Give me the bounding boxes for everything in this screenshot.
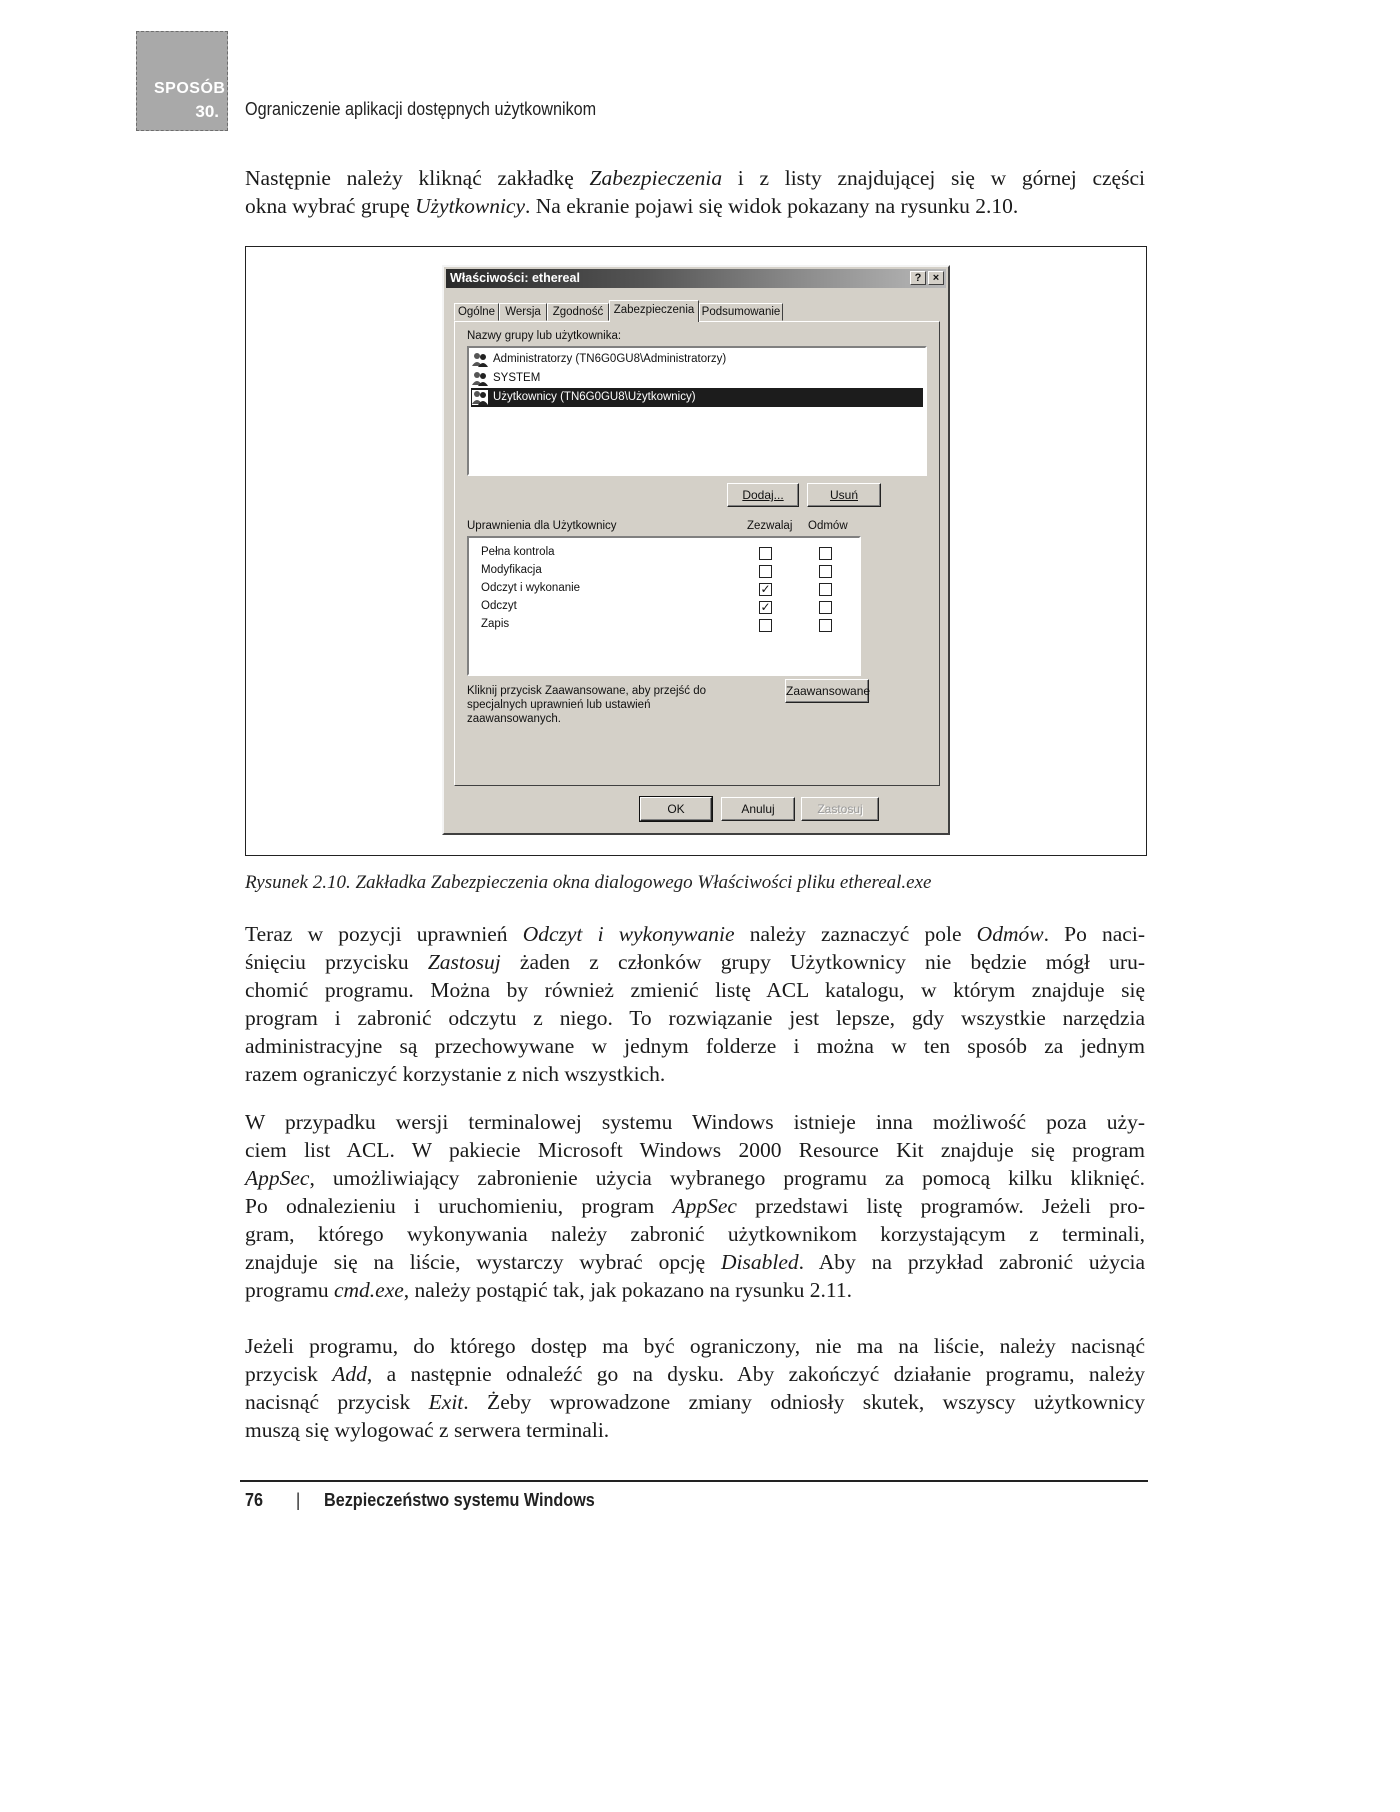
advanced-button-label: Zaawansowane <box>786 684 871 698</box>
group-item[interactable] <box>471 369 923 388</box>
text-line: muszą się wylogować z serwera terminali. <box>245 1418 610 1442</box>
advanced-button[interactable] <box>785 679 869 703</box>
permissions-label: Uprawnienia dla Użytkownicy <box>467 520 617 532</box>
dialog-titlebar[interactable] <box>446 269 946 288</box>
help-button[interactable]: ? <box>910 271 926 285</box>
text-line: śnięciu przycisku Zastosuj żaden z członków grupy Użytkownicy nie będzie mógł uru- <box>245 950 1145 974</box>
deny-checkbox[interactable] <box>819 547 832 560</box>
permission-name: Modyfikacja <box>481 564 542 576</box>
advanced-hint-line: specjalnych uprawnień lub ustawień <box>467 699 651 711</box>
add-button[interactable] <box>727 483 799 507</box>
text-line: W przypadku wersji terminalowej systemu Windows istnieje inna możliwość poza uży- <box>245 1110 1145 1134</box>
page-number: 76 <box>245 1490 264 1510</box>
tab-security[interactable]: Zabezpieczenia <box>609 300 699 322</box>
permission-name: Odczyt i wykonanie <box>481 582 581 594</box>
remove-button-label: Usuń <box>829 488 858 502</box>
text-line: chomić programu. Można by również zmienić listę ACL katalogu, w którym znajduje się <box>245 978 1145 1002</box>
close-button[interactable]: × <box>928 271 944 285</box>
ok-button[interactable]: OK <box>640 797 712 821</box>
groups-listbox[interactable] <box>467 346 927 476</box>
allow-checkbox[interactable] <box>759 565 772 578</box>
text-line: razem ograniczyć korzystanie z nich wszystkich. <box>245 1062 666 1086</box>
advanced-hint <box>467 684 706 726</box>
paragraph-intro <box>245 164 1145 220</box>
users-group-icon <box>472 371 488 386</box>
text-line: znajduje się na liście, wystarczy wybrać opcję Disabled. Aby na przykład zabronić użycia <box>245 1250 1146 1274</box>
allow-checkbox[interactable] <box>759 619 772 632</box>
text-line: administracyjne są przechowywane w jednym folderze i można w ten sposób za jednym <box>245 1034 1145 1058</box>
footer-rule <box>240 1480 1148 1482</box>
permissions-list <box>467 536 861 676</box>
deny-checkbox[interactable] <box>819 619 832 632</box>
text-line: Teraz w pozycji uprawnień Odczyt i wykonywanie należy zaznaczyć pole Odmów. Po naci- <box>245 922 1145 946</box>
text-line: przycisk Add, a następnie odnaleźć go na dysku. Aby zakończyć działanie programu, należy <box>245 1362 1145 1386</box>
tab-version[interactable]: Wersja <box>499 303 547 321</box>
text-line: Następnie należy kliknąć zakładkę Zabezpieczenia i z listy znajdującej się w górnej części <box>245 166 1145 190</box>
text-line: gram, którego wykonywania należy zabronić użytkownikom korzystającym z terminali, <box>245 1222 1145 1246</box>
deny-checkbox[interactable] <box>819 601 832 614</box>
allow-checkbox[interactable]: ✓ <box>760 582 771 596</box>
deny-checkbox[interactable] <box>819 565 832 578</box>
advanced-hint-line: zaawansowanych. <box>467 713 561 725</box>
text-line: programu cmd.exe, należy postąpić tak, jak pokazano na rysunku 2.11. <box>245 1278 852 1302</box>
footer-separator: | <box>296 1490 301 1510</box>
group-name: SYSTEM <box>493 372 541 384</box>
text-line: program i zabronić odczytu z niego. To rozwiązanie jest lepsze, gdy wszystkie narzędzia <box>245 1006 1145 1030</box>
paragraph-deny-permission <box>245 920 1145 1088</box>
cancel-button[interactable]: Anuluj <box>721 797 795 821</box>
chapter-tag-label: SPOSÓB <box>154 80 226 97</box>
add-button-label: Dodaj... <box>742 488 784 502</box>
text-line: ciem list ACL. W pakiecie Microsoft Windows 2000 Resource Kit znajduje się program <box>245 1138 1145 1162</box>
properties-dialog <box>442 265 950 835</box>
text-line: Jeżeli programu, do którego dostęp ma być ograniczony, nie ma na liście, należy nacisnąć <box>245 1334 1145 1358</box>
chapter-tag <box>136 31 228 131</box>
allow-column-header: Zezwalaj <box>747 520 793 532</box>
figure-2-10 <box>245 246 1147 856</box>
figure-caption: Rysunek 2.10. Zakładka Zabezpieczenia okna dialogowego Właściwości pliku ethereal.exe <box>245 872 932 893</box>
deny-checkbox[interactable] <box>819 583 832 596</box>
group-item-selected[interactable] <box>471 388 923 407</box>
tab-compatibility[interactable]: Zgodność <box>547 303 609 321</box>
paragraph-add-exit <box>245 1332 1145 1444</box>
apply-button[interactable]: Zastosuj <box>801 797 879 821</box>
group-item[interactable] <box>471 350 923 369</box>
group-name: Administratorzy (TN6G0GU8\Administratorzy) <box>493 353 727 365</box>
remove-button[interactable] <box>807 483 881 507</box>
deny-column-header: Odmów <box>808 520 848 532</box>
text-line: nacisnąć przycisk Exit. Żeby wprowadzone zmiany odniosły skutek, wszyscy użytkownicy <box>245 1390 1145 1414</box>
dialog-title: Właściwości: ethereal <box>450 271 580 285</box>
text-line: okna wybrać grupę Użytkownicy. Na ekranie pojawi się widok pokazany na rysunku 2.10. <box>245 194 1019 218</box>
allow-checkbox[interactable]: ✓ <box>760 600 771 614</box>
chapter-tag-number: 30. <box>195 102 219 121</box>
advanced-hint-line: Kliknij przycisk Zaawansowane, aby przejść do <box>467 685 707 697</box>
book-title: Bezpieczeństwo systemu Windows <box>324 1490 595 1510</box>
text-line: Po odnalezieniu i uruchomieniu, program AppSec przedstawi listę programów. Jeżeli pro- <box>245 1194 1145 1218</box>
allow-checkbox[interactable] <box>759 547 772 560</box>
running-title: Ograniczenie aplikacji dostępnych użytkownikom <box>245 99 597 119</box>
users-group-icon <box>472 352 488 367</box>
group-name: Użytkownicy (TN6G0GU8\Użytkownicy) <box>493 391 696 403</box>
permission-name: Zapis <box>481 618 510 630</box>
users-group-icon <box>472 390 488 405</box>
tab-summary[interactable]: Podsumowanie <box>699 303 783 321</box>
groups-label: Nazwy grupy lub użytkownika: <box>467 330 622 342</box>
security-panel <box>454 321 940 786</box>
paragraph-appsec <box>245 1108 1145 1304</box>
text-line: AppSec, umożliwiający zabronienie użycia wybranego programu za pomocą kilku kliknięć. <box>245 1166 1145 1190</box>
permission-name: Odczyt <box>481 600 517 612</box>
tab-general[interactable]: Ogólne <box>454 303 499 321</box>
permission-name: Pełna kontrola <box>481 546 555 558</box>
